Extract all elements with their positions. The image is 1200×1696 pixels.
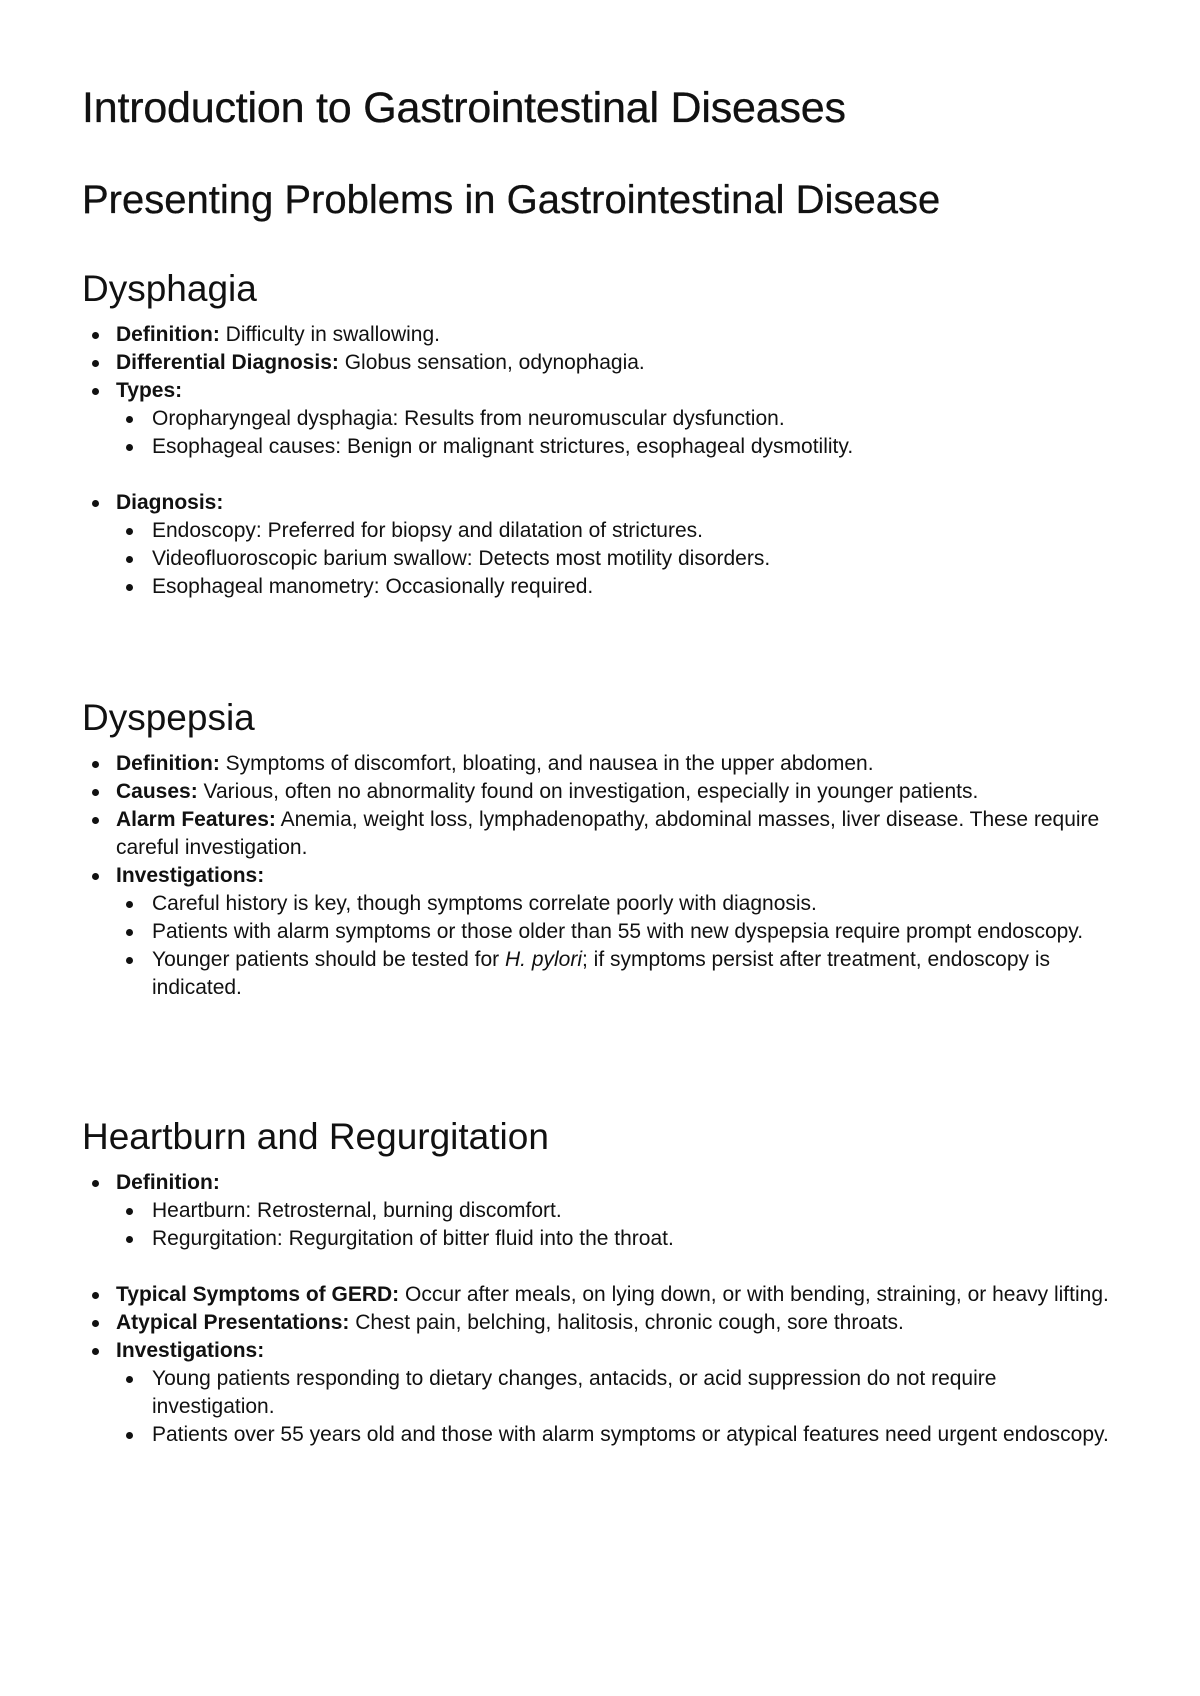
section-heading-heartburn: Heartburn and Regurgitation [82, 1116, 549, 1157]
sublist-item: Esophageal causes: Benign or malignant strictures, esophageal dysmotility. [116, 433, 1122, 461]
item-label: Differential Diagnosis: [116, 350, 339, 374]
item-text: Chest pain, belching, halitosis, chronic cough, sore throats. [349, 1310, 904, 1334]
list-item [82, 377, 1122, 461]
page-subtitle: Presenting Problems in Gastrointestinal Disease [82, 178, 941, 222]
sublist-item: Videofluoroscopic barium swallow: Detects most motility disorders. [116, 545, 1122, 573]
item-text: Occur after meals, on lying down, or with bending, straining, or heavy lifting. [399, 1282, 1109, 1306]
sublist-item: Careful history is key, though symptoms correlate poorly with diagnosis. [116, 890, 1122, 918]
item-text: Anemia, weight loss, lymphadenopathy, abdominal masses, liver disease. These require careful investigation. [116, 807, 1100, 859]
list-item [82, 1169, 1122, 1253]
definition-sublist [116, 1197, 1122, 1253]
types-sublist [116, 405, 1122, 461]
sublist-item [116, 946, 1122, 1002]
sublist-item: Patients with alarm symptoms or those older than 55 with new dyspepsia require prompt endoscopy. [116, 918, 1122, 946]
item-italic-text: H. pylori [504, 947, 583, 971]
section-dysphagia [82, 268, 1122, 601]
section-heading-dysphagia: Dysphagia [82, 268, 257, 309]
item-label: Alarm Features: [116, 807, 276, 831]
item-text: Symptoms of discomfort, bloating, and nausea in the upper abdomen. [219, 751, 874, 775]
list-item [82, 806, 1122, 862]
section-dyspepsia [82, 697, 1122, 1002]
list-item [82, 1309, 1122, 1337]
item-text: Various, often no abnormality found on investigation, especially in younger patients. [197, 779, 979, 803]
sublist-item: Oropharyngeal dysphagia: Results from neuromuscular dysfunction. [116, 405, 1122, 433]
dysphagia-list [82, 321, 1122, 461]
investigations-sublist [116, 890, 1122, 1002]
item-label: Diagnosis: [116, 490, 224, 514]
list-item [82, 489, 1122, 601]
item-text: Globus sensation, odynophagia. [338, 350, 645, 374]
heartburn-definition-list [82, 1169, 1122, 1253]
item-text: Younger patients should be tested for [152, 947, 505, 971]
section-heartburn [82, 1116, 1122, 1449]
item-label: Types: [116, 378, 183, 402]
dyspepsia-list [82, 750, 1122, 1002]
item-label: Atypical Presentations: [116, 1310, 350, 1334]
sublist-item: Regurgitation: Regurgitation of bitter fluid into the throat. [116, 1225, 1122, 1253]
dysphagia-diagnosis-list [82, 489, 1122, 601]
sublist-item: Esophageal manometry: Occasionally required. [116, 573, 1122, 601]
list-item [82, 321, 1122, 349]
item-label: Definition: [116, 1170, 220, 1194]
item-label: Causes: [116, 779, 198, 803]
investigations-sublist [116, 1365, 1122, 1449]
sublist-item: Young patients responding to dietary changes, antacids, or acid suppression do not require investigation. [116, 1365, 1122, 1421]
item-label: Typical Symptoms of GERD: [116, 1282, 400, 1306]
list-item [82, 1337, 1122, 1449]
list-item [82, 778, 1122, 806]
list-item [82, 1281, 1122, 1309]
diagnosis-sublist [116, 517, 1122, 601]
section-heading-dyspepsia: Dyspepsia [82, 697, 255, 738]
item-label: Definition: [116, 322, 220, 346]
item-label: Definition: [116, 751, 220, 775]
heartburn-list [82, 1281, 1122, 1449]
item-label: Investigations: [116, 1338, 265, 1362]
list-item [82, 862, 1122, 1002]
list-item [82, 349, 1122, 377]
item-label: Investigations: [116, 863, 265, 887]
sublist-item: Heartburn: Retrosternal, burning discomfort. [116, 1197, 1122, 1225]
page-title: Introduction to Gastrointestinal Diseases [82, 84, 846, 132]
sublist-item: Endoscopy: Preferred for biopsy and dilatation of strictures. [116, 517, 1122, 545]
sublist-item: Patients over 55 years old and those with alarm symptoms or atypical features need urgent endoscopy. [116, 1421, 1122, 1449]
list-item [82, 750, 1122, 778]
item-text: ; if symptoms persist after treatment, endoscopy is indicated. [152, 947, 1051, 999]
item-text: Difficulty in swallowing. [219, 322, 441, 346]
